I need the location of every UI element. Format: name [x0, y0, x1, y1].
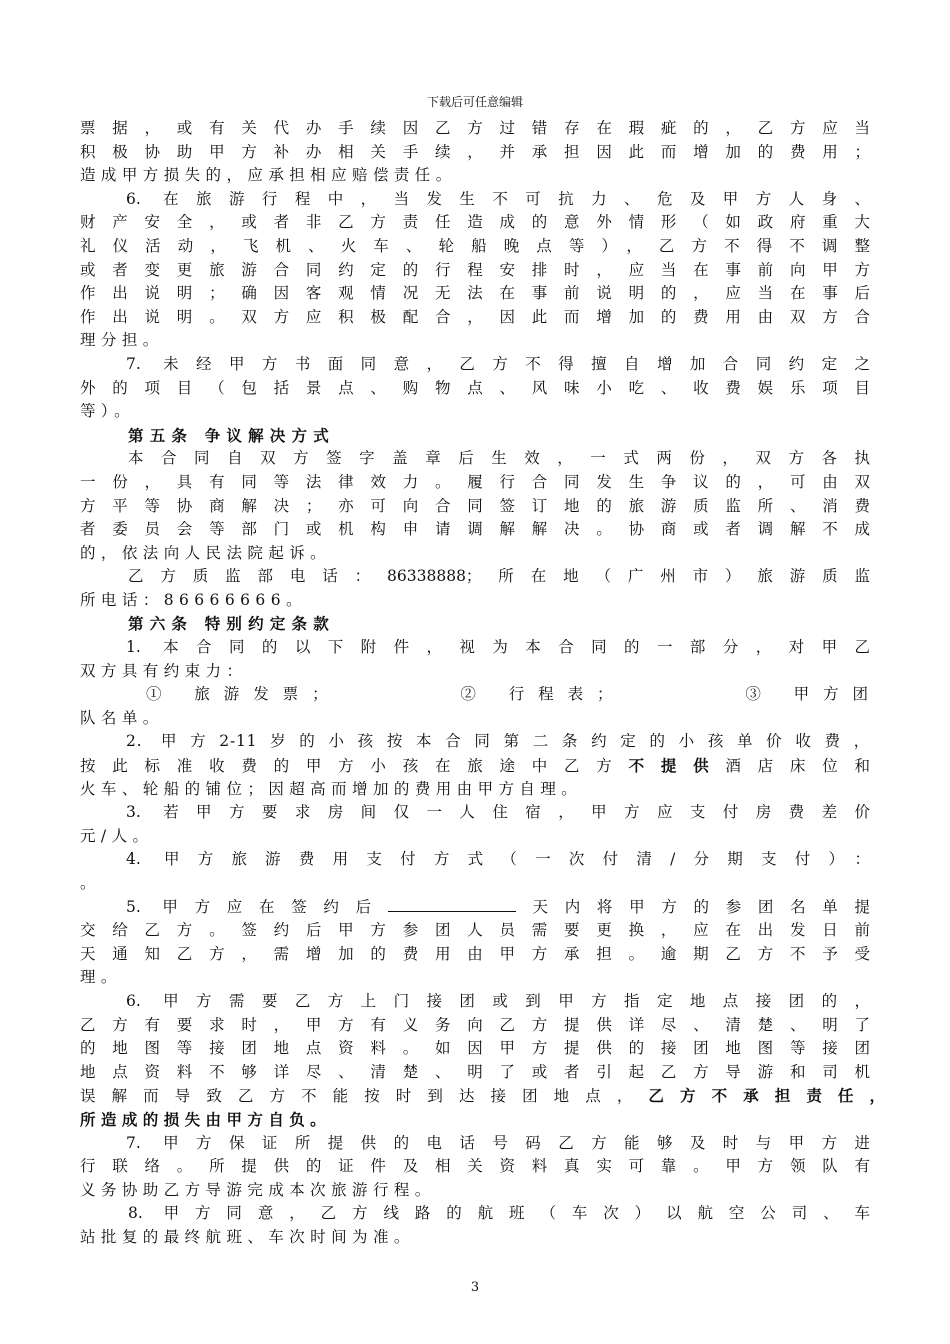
text-line: 元/人。	[80, 826, 154, 845]
attachment-options	[80, 683, 882, 707]
text-line: 乙方质监部电话：86338888；所在地（广州市）旅游质监	[128, 567, 870, 586]
bold-segment: 乙方不承担责任，	[648, 1086, 885, 1106]
text-line: 所电话：86666666。	[80, 590, 307, 609]
text-line: 7. 甲方保证所提供的电话号码乙方能够及时与甲方进	[126, 1133, 870, 1152]
text-line: 7. 未经甲方书面同意，乙方不得擅自增加合同约定之	[126, 354, 870, 373]
text-line: 的地图等接团地点资料。如因甲方提供的接团地图等接团	[80, 1039, 870, 1058]
text-line: 乙方有要求时，甲方有义务向乙方提供详尽、清楚、明了	[80, 1015, 870, 1034]
text-line: 的，依法向人民法院起诉。	[80, 543, 332, 562]
text-line: 8. 甲方同意，乙方线路的航班（车次）以航空公司、车	[128, 1204, 870, 1223]
page-number: 3	[470, 1280, 480, 1295]
text-line	[80, 896, 870, 920]
text-line	[80, 754, 870, 778]
text-line: 6. 在旅游行程中，当发生不可抗力、危及甲方人身、	[126, 189, 870, 208]
text-line: 积极协助甲方补办相关手续，并承担因此而增加的费用；	[80, 142, 870, 161]
fill-in-blank[interactable]	[388, 896, 516, 912]
text-line: 双方具有约束力：	[80, 661, 248, 680]
header-note: 下载后可任意编辑	[426, 95, 523, 109]
text-line	[80, 1084, 885, 1108]
text-line: 一份，具有同等法律效力。履行合同发生争议的，可由双	[80, 472, 870, 491]
text-line: 造成甲方损失的，应承担相应赔偿责任。	[80, 166, 457, 185]
text-line: 外的项目（包括景点、购物点、风味小吃、收费娱乐项目	[80, 378, 870, 397]
text-segment: 按此标准收费的甲方小孩在旅途中乙方	[80, 757, 629, 776]
text-line: 本合同自双方签字盖章后生效，一式两份，双方各执	[128, 449, 870, 468]
text-line: 理分担。	[80, 331, 164, 350]
text-line: 6. 甲方需要乙方上门接团或到甲方指定地点接团的，	[126, 991, 870, 1010]
text-line: 队名单。	[80, 708, 164, 727]
text-segment: 酒店床位和	[725, 757, 870, 776]
text-line: 3. 若甲方要求房间仅一人住宿，甲方应支付房费差价	[126, 803, 870, 822]
text-line: 作出说明；确因客观情况无法在事前说明的，应当在事后	[80, 284, 870, 303]
text-line: 交给乙方。签约后甲方参团人员需要更换，应在出发日前	[80, 921, 870, 940]
text-line: 等）。	[80, 402, 136, 421]
text-line: 票据，或有关代办手续因乙方过错存在瑕疵的，乙方应当	[80, 119, 870, 137]
text-line	[80, 1108, 870, 1132]
text-line: 财产安全，或者非乙方责任造成的意外情形（如政府重大	[80, 213, 870, 232]
text-line: 火车、轮船的铺位；因超高而增加的费用由甲方自理。	[80, 779, 583, 798]
article-6-title: 第六条 特别约定条款	[128, 614, 335, 634]
text-segment: 天内将甲方的参团名单提	[515, 897, 870, 916]
text-segment: 误解而导致乙方不能按时到达接团地点，	[80, 1087, 649, 1106]
document-body	[80, 117, 885, 1250]
text-line: 站批复的最终航班、车次时间为准。	[80, 1227, 415, 1246]
article-5-title: 第五条 争议解决方式	[128, 425, 335, 445]
text-line: 作出说明。双方应积极配合，因此而增加的费用由双方合	[80, 307, 870, 326]
text-line: 4. 甲方旅游费用支付方式（一次付清/分期支付）：	[126, 850, 870, 869]
text-line: 理。	[80, 968, 122, 987]
text-line: 行联络。所提供的证件及相关资料真实可靠。甲方领队有	[80, 1157, 870, 1176]
text-line: 1. 本合同的以下附件，视为本合同的一部分，对甲乙	[126, 638, 870, 657]
text-line: 地点资料不够详尽、清楚、明了或者引起乙方导游和司机	[80, 1062, 870, 1081]
option-invoice: ① 旅游发票；	[146, 685, 342, 704]
bold-segment: 不提供	[628, 756, 726, 776]
option-itinerary: ② 行程表；	[460, 685, 627, 704]
text-line: 义务协助乙方导游完成本次旅游行程。	[80, 1180, 436, 1199]
text-line: 天通知乙方，需增加的费用由甲方承担。逾期乙方不予受	[80, 944, 870, 963]
option-group-list: ③ 甲方团	[745, 685, 882, 704]
text-line: 。	[80, 874, 101, 892]
text-line: 方平等协商解决；亦可向合同签订地的旅游质监所、消费	[80, 496, 870, 515]
text-segment: 5. 甲方应在签约后	[126, 897, 388, 916]
bold-segment: 所造成的损失由甲方自负。	[80, 1109, 332, 1129]
text-line: 者委员会等部门或机构申请调解解决。协商或者调解不成	[80, 520, 870, 539]
text-line: 或者变更旅游合同约定的行程安排时，应当在事前向甲方	[80, 260, 870, 279]
text-line: 礼仪活动，飞机、火车、轮船晚点等），乙方不得不调整	[80, 236, 870, 255]
text-line: 2. 甲方2-11岁的小孩按本合同第二条约定的小孩单价收费，	[126, 732, 870, 751]
